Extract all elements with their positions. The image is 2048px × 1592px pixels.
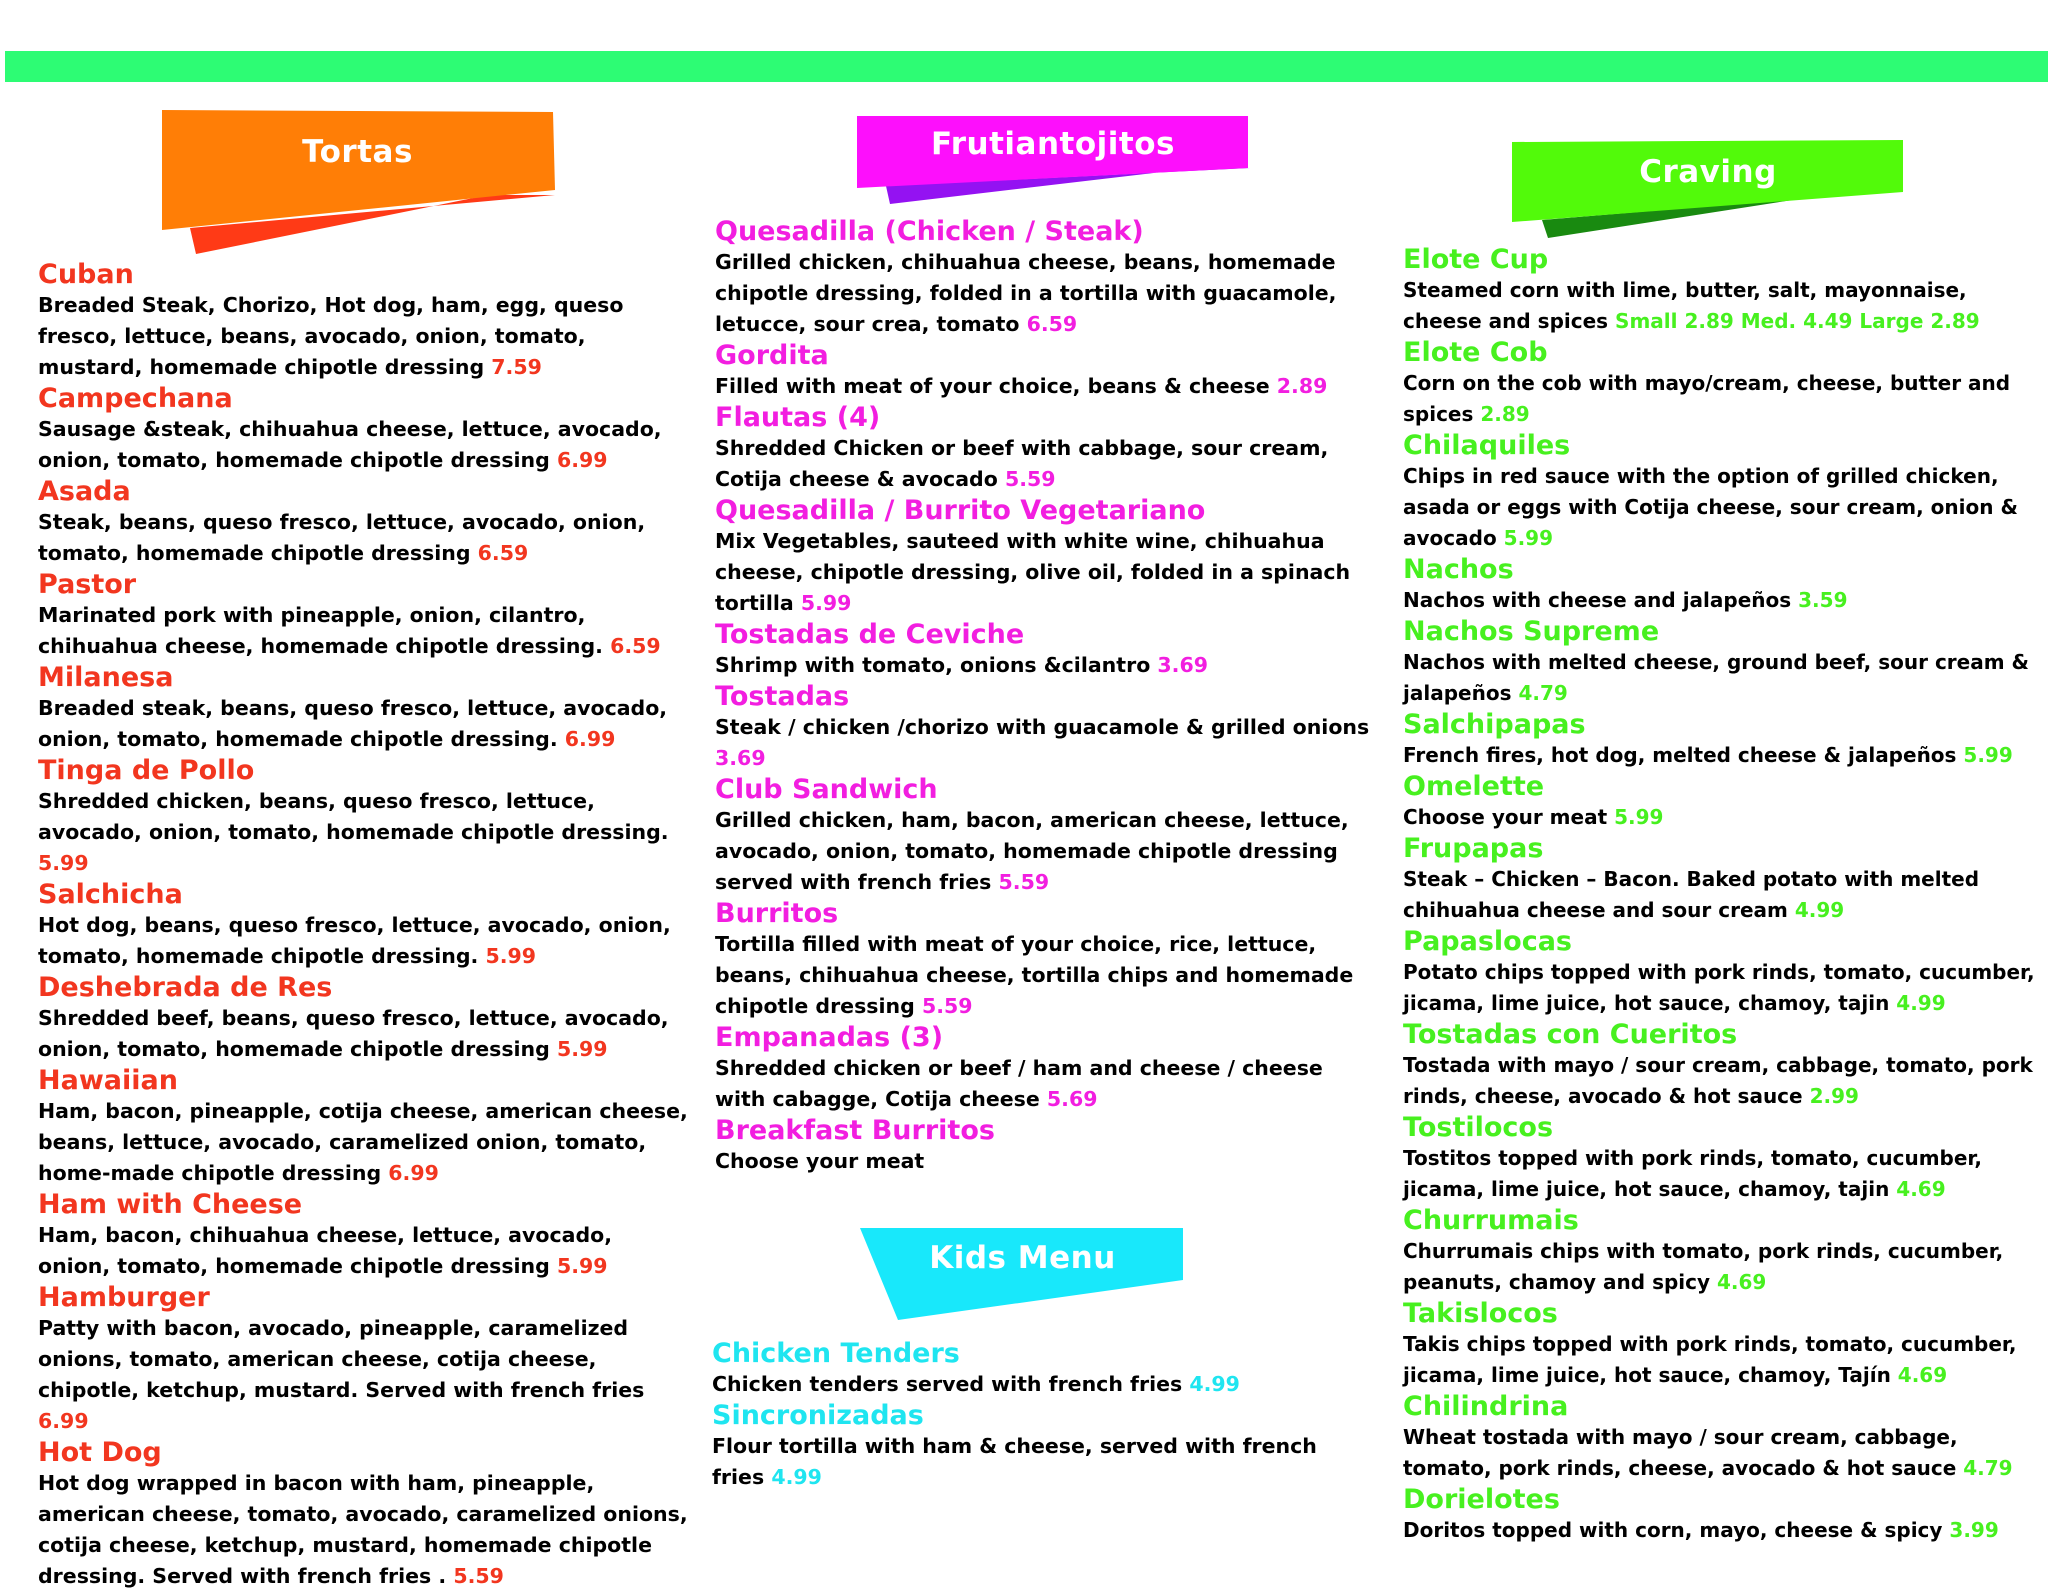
menu-item-description-line [1403, 1329, 2043, 1391]
tortas-banner-body [162, 110, 555, 230]
menu-item-price: 2.89 [1480, 402, 1530, 426]
menu-item-description-line [38, 1220, 690, 1282]
menu-item-description-line [1403, 802, 2043, 833]
menu-item-name: Dorielotes [1403, 1484, 1560, 1515]
menu-item-price: 2.89 [1276, 374, 1328, 398]
menu-item-description-line [715, 247, 1370, 340]
menu-item [715, 495, 1370, 619]
menu-item-name: Club Sandwich [715, 774, 938, 805]
menu-item-description: Steamed corn with lime, butter, salt, mayonnaise, cheese and spices [1403, 278, 1967, 333]
menu-item-description-line [1403, 1236, 2043, 1298]
menu-item-description-line [712, 1369, 1372, 1400]
menu-item [38, 1437, 690, 1592]
menu-item-description-line [1403, 864, 2043, 926]
frutiantojitos-column [715, 216, 1370, 1177]
menu-item [1403, 771, 2043, 833]
menu-item [1403, 430, 2043, 554]
menu-item [1403, 1112, 2043, 1205]
menu-item-description-line [1403, 1050, 2043, 1112]
menu-item-price: 4.79 [1963, 1456, 2013, 1480]
menu-item-price: 6.99 [556, 448, 608, 472]
menu-item-description: Mix Vegetables, sauteed with white wine, chihuahua cheese, chipotle dressing, olive oil, folded in a spinach tortilla [715, 529, 1351, 615]
menu-item [1403, 1484, 2043, 1546]
menu-item-description-line [715, 929, 1370, 1022]
menu-item-price: 5.99 [800, 591, 852, 615]
menu-item-description-line [1403, 368, 2043, 430]
menu-item [1403, 1205, 2043, 1298]
menu-item-name: Gordita [715, 340, 829, 371]
menu-item [1403, 709, 2043, 771]
menu-item-price: 6.99 [38, 1409, 89, 1433]
menu-item [715, 681, 1370, 774]
menu-item-description: Chips in red sauce with the option of grilled chicken, asada or eggs with Cotija cheese, sour cream, onion & avocado [1403, 464, 2018, 550]
menu-item-price: Small 2.89 Med. 4.49 Large 2.89 [1615, 309, 1980, 333]
menu-item-name: Chilindrina [1403, 1391, 1569, 1422]
menu-item-description: Steak – Chicken – Bacon. Baked potato with melted chihuahua cheese and sour cream [1403, 867, 1980, 922]
menu-item-description-line [38, 786, 690, 879]
tortas-column [38, 259, 690, 1592]
menu-item-name: Milanesa [38, 662, 174, 693]
menu-item-price: 5.99 [1963, 743, 2013, 767]
menu-item-name: Hot Dog [38, 1437, 162, 1468]
menu-item-description: Sausage &steak, chihuahua cheese, lettuce, avocado, onion, tomato, homemade chipotle dressing [38, 417, 662, 472]
menu-item-name: Quesadilla (Chicken / Steak) [715, 216, 1144, 247]
menu-item [715, 216, 1370, 340]
menu-item-name: Omelette [1403, 771, 1545, 802]
menu-item-name: Hawaiian [38, 1065, 178, 1096]
kids-column [712, 1338, 1372, 1493]
menu-item [715, 619, 1370, 681]
menu-item-description-line [38, 1003, 690, 1065]
menu-item [38, 1282, 690, 1437]
menu-item-name: Frupapas [1403, 833, 1544, 864]
menu-item [1403, 616, 2043, 709]
menu-item-name: Pastor [38, 569, 137, 600]
menu-item-price: 6.59 [1026, 312, 1078, 336]
menu-item [38, 259, 690, 383]
menu-item-price: 5.59 [453, 1564, 504, 1588]
menu-item-price: 5.99 [485, 944, 537, 968]
menu-item-description-line [38, 910, 690, 972]
menu-item-description: Nachos with melted cheese, ground beef, sour cream & jalapeños [1403, 650, 2029, 705]
menu-item-description: Doritos topped with corn, mayo, cheese & spicy [1403, 1518, 1943, 1542]
menu-item-description: Breaded steak, beans, queso fresco, lettuce, avocado, onion, tomato, homemade chipotle dressing. [38, 696, 668, 751]
frutiantojitos-banner [856, 116, 1250, 206]
menu-item-price: 3.59 [1798, 588, 1848, 612]
menu-item-price: 4.99 [1794, 898, 1845, 922]
menu-item [715, 340, 1370, 402]
menu-item-price: 6.59 [610, 634, 661, 658]
menu-item [1403, 554, 2043, 616]
menu-item-description-line [1403, 1143, 2043, 1205]
menu-item-name: Empanadas (3) [715, 1022, 944, 1053]
menu-item-price: 6.99 [564, 727, 616, 751]
menu-item-description: Ham, bacon, pineapple, cotija cheese, american cheese, beans, lettuce, avocado, caramelized onion, tomato, home-made chipotle dressing [38, 1099, 688, 1185]
menu-item [38, 755, 690, 879]
menu-item-description-line [712, 1431, 1372, 1493]
menu-item [1403, 1391, 2043, 1484]
top-bar [5, 51, 2048, 82]
menu-item-description: Shrimp with tomato, onions &cilantro [715, 653, 1151, 677]
menu-item-description-line [715, 526, 1370, 619]
craving-column [1403, 244, 2043, 1546]
menu-item [1403, 337, 2043, 430]
menu-item-description: Churrumais chips with tomato, pork rinds, cucumber, peanuts, chamoy and spicy [1403, 1239, 2004, 1294]
menu-item-price: 5.99 [556, 1254, 608, 1278]
menu-item-description: French fires, hot dog, melted cheese & jalapeños [1403, 743, 1957, 767]
menu-item-price: 5.99 [556, 1037, 608, 1061]
menu-item-price: 6.99 [388, 1161, 439, 1185]
menu-item-name: Tostilocos [1403, 1112, 1554, 1143]
menu-item-name: Churrumais [1403, 1205, 1579, 1236]
menu-item [1403, 1019, 2043, 1112]
menu-item-description: Breaded Steak, Chorizo, Hot dog, ham, egg, queso fresco, lettuce, beans, avocado, onion, tomato, mustard, homemade chipotle dressing [38, 293, 624, 379]
menu-item-price: 4.69 [1896, 1177, 1946, 1201]
menu-item-description-line [715, 433, 1370, 495]
menu-item-description: Filled with meat of your choice, beans & cheese [715, 374, 1270, 398]
menu-item [712, 1338, 1372, 1400]
menu-item-description-line [38, 693, 690, 755]
menu-item-name: Quesadilla / Burrito Vegetariano [715, 495, 1206, 526]
menu-item-price: 5.99 [1503, 526, 1554, 550]
menu-item-price: 4.79 [1518, 681, 1568, 705]
kids-title: Kids Menu [929, 1240, 1116, 1276]
tortas-banner [160, 110, 555, 255]
menu-item-description-line [1403, 957, 2043, 1019]
menu-item-name: Chicken Tenders [712, 1338, 960, 1369]
menu-item-name: Tostadas con Cueritos [1403, 1019, 1738, 1050]
menu-item-description-line [1403, 1515, 2043, 1546]
menu-item-description-line [38, 290, 690, 383]
menu-item-name: Flautas (4) [715, 402, 881, 433]
menu-item-description: Shredded beef, beans, queso fresco, lettuce, avocado, onion, tomato, homemade chipotle dressing [38, 1006, 669, 1061]
menu-item-description-line [715, 650, 1370, 681]
menu-item-name: Nachos [1403, 554, 1514, 585]
menu-item-name: Breakfast Burritos [715, 1115, 995, 1146]
menu-item-price: 4.99 [771, 1465, 822, 1489]
menu-item-description: Steak, beans, queso fresco, lettuce, avocado, onion, tomato, homemade chipotle dressing [38, 510, 646, 565]
craving-title: Craving [1639, 154, 1777, 190]
menu-item-description: Grilled chicken, ham, bacon, american cheese, lettuce, avocado, onion, tomato, homemade chipotle dressing served with french fries [715, 808, 1349, 894]
menu-item-name: Asada [38, 476, 131, 507]
menu-item-name: Sincronizadas [712, 1400, 924, 1431]
menu-item-price: 3.69 [715, 746, 766, 770]
menu-item-description: Hot dog, beans, queso fresco, lettuce, avocado, onion, tomato, homemade chipotle dressing. [38, 913, 671, 968]
menu-item [38, 662, 690, 755]
menu-item-name: Salchicha [38, 879, 183, 910]
menu-item-description-line [1403, 461, 2043, 554]
menu-item-description-line [38, 1096, 690, 1189]
menu-item-price: 5.99 [1614, 805, 1664, 829]
menu-item-price: 3.69 [1157, 653, 1209, 677]
menu-item-description: Steak / chicken /chorizo with guacamole & grilled onions [715, 715, 1370, 739]
menu-item-description-line [1403, 585, 2043, 616]
menu-item-description: Hot dog wrapped in bacon with ham, pineapple, american cheese, tomato, avocado, caramelized onions, cotija cheese, ketchup, mustard, homemade chipotle dressing. Served with french fries . [38, 1471, 688, 1588]
menu-item [38, 879, 690, 972]
menu-item-price: 4.99 [1189, 1372, 1240, 1396]
menu-item-description: Takis chips topped with pork rinds, tomato, cucumber, jicama, lime juice, hot sauce, chamoy, Tajín [1403, 1332, 2017, 1387]
menu-item [715, 774, 1370, 898]
menu-item-description: Corn on the cob with mayo/cream, cheese, butter and spices [1403, 371, 2011, 426]
menu-item [1403, 926, 2043, 1019]
menu-item-price: 6.59 [477, 541, 529, 565]
menu-item-description: Tortilla filled with meat of your choice, rice, lettuce, beans, chihuahua cheese, tortilla chips and homemade chipotle dressing [715, 932, 1354, 1018]
menu-item-description-line [715, 1053, 1370, 1115]
menu-item-description-line [1403, 647, 2043, 709]
menu-item [38, 972, 690, 1065]
menu-item-description: Tostitos topped with pork rinds, tomato, cucumber, jicama, lime juice, hot sauce, chamoy, tajin [1403, 1146, 1982, 1201]
menu-item-price: 5.59 [921, 994, 973, 1018]
menu-item-name: Nachos Supreme [1403, 616, 1660, 647]
menu-item-name: Deshebrada de Res [38, 972, 333, 1003]
menu-item-name: Hamburger [38, 1282, 210, 1313]
menu-item-description-line [1403, 740, 2043, 771]
menu-item-price: 5.69 [1046, 1087, 1098, 1111]
frutiantojitos-title: Frutiantojitos [931, 126, 1175, 162]
menu-item-name: Tostadas de Ceviche [715, 619, 1025, 650]
craving-banner [1512, 140, 1904, 240]
menu-item-name: Elote Cup [1403, 244, 1549, 275]
menu-item-description-line [38, 1313, 690, 1437]
menu-item-name: Campechana [38, 383, 233, 414]
menu-item-name: Salchipapas [1403, 709, 1586, 740]
menu-item-name: Takislocos [1403, 1298, 1558, 1329]
menu-item-description-line [715, 805, 1370, 898]
menu-item-description: Shredded chicken, beans, queso fresco, lettuce, avocado, onion, tomato, homemade chipotle dressing. [38, 789, 669, 844]
menu-item-price: 5.59 [1004, 467, 1056, 491]
menu-item-price: 5.99 [38, 851, 89, 875]
menu-item [38, 383, 690, 476]
menu-item-description-line [38, 600, 690, 662]
menu-item-description: Choose your meat [1403, 805, 1608, 829]
menu-item-description-line [715, 1146, 1370, 1177]
menu-item-description-line [715, 712, 1370, 774]
menu-item-description: Shredded chicken or beef / ham and cheese / cheese with cabagge, Cotija cheese [715, 1056, 1323, 1111]
menu-item [1403, 244, 2043, 337]
menu-item [1403, 1298, 2043, 1391]
kids-banner [860, 1228, 1185, 1324]
menu-item-description: Potato chips topped with pork rinds, tomato, cucumber, jicama, lime juice, hot sauce, chamoy, tajin [1403, 960, 2035, 1015]
menu-item-description: Choose your meat [715, 1149, 925, 1173]
menu-item-description: Tostada with mayo / sour cream, cabbage, tomato, pork rinds, cheese, avocado & hot sauce [1403, 1053, 2033, 1108]
menu-item-description: Shredded Chicken or beef with cabbage, sour cream, Cotija cheese & avocado [715, 436, 1329, 491]
menu-item-price: 2.99 [1809, 1084, 1859, 1108]
menu-item [38, 1189, 690, 1282]
menu-item-price: 4.99 [1896, 991, 1946, 1015]
menu-item-description-line [38, 507, 690, 569]
menu-item-price: 3.99 [1949, 1518, 1999, 1542]
menu-item-description: Patty with bacon, avocado, pineapple, caramelized onions, tomato, american cheese, cotija cheese, chipotle, ketchup, mustard. Served with french fries [38, 1316, 645, 1402]
menu-item-price: 7.59 [491, 355, 542, 379]
menu-item [715, 1115, 1370, 1177]
menu-item-description: Chicken tenders served with french fries [712, 1372, 1183, 1396]
menu-item-description-line [38, 1468, 690, 1592]
menu-item [715, 1022, 1370, 1115]
menu-item [712, 1400, 1372, 1493]
menu-item-price: 4.69 [1717, 1270, 1767, 1294]
menu-item-description: Nachos with cheese and jalapeños [1403, 588, 1792, 612]
tortas-title: Tortas [302, 134, 413, 170]
menu-item-price: 4.69 [1897, 1363, 1948, 1387]
menu-item-name: Burritos [715, 898, 839, 929]
menu-item [715, 898, 1370, 1022]
tortas-banner-shape [160, 110, 555, 255]
menu-item [1403, 833, 2043, 926]
menu-item [38, 476, 690, 569]
menu-item [38, 569, 690, 662]
menu-item-name: Tinga de Pollo [38, 755, 255, 786]
menu-item-description: Grilled chicken, chihuahua cheese, beans, homemade chipotle dressing, folded in a tortilla with guacamole, letucce, sour crea, tomato [715, 250, 1337, 336]
menu-item-description-line [1403, 275, 2043, 337]
menu-item-description-line [715, 371, 1370, 402]
menu-item-name: Chilaquiles [1403, 430, 1571, 461]
menu-item-name: Tostadas [715, 681, 850, 712]
menu-item-description: Flour tortilla with ham & cheese, served with french fries [712, 1434, 1317, 1489]
menu-item-description: Ham, bacon, chihuahua cheese, lettuce, avocado, onion, tomato, homemade chipotle dressing [38, 1223, 612, 1278]
menu-item-description-line [38, 414, 690, 476]
menu-item [38, 1065, 690, 1189]
menu-item-name: Cuban [38, 259, 134, 290]
menu-item-name: Papaslocas [1403, 926, 1573, 957]
menu-item-price: 5.59 [998, 870, 1050, 894]
menu-item-name: Ham with Cheese [38, 1189, 303, 1220]
menu-item [715, 402, 1370, 495]
menu-item-description-line [1403, 1422, 2043, 1484]
menu-item-name: Elote Cob [1403, 337, 1548, 368]
menu-item-description: Wheat tostada with mayo / sour cream, cabbage, tomato, pork rinds, cheese, avocado & hot sauce [1403, 1425, 1958, 1480]
menu-item-description: Marinated pork with pineapple, onion, cilantro, chihuahua cheese, homemade chipotle dressing. [38, 603, 603, 658]
